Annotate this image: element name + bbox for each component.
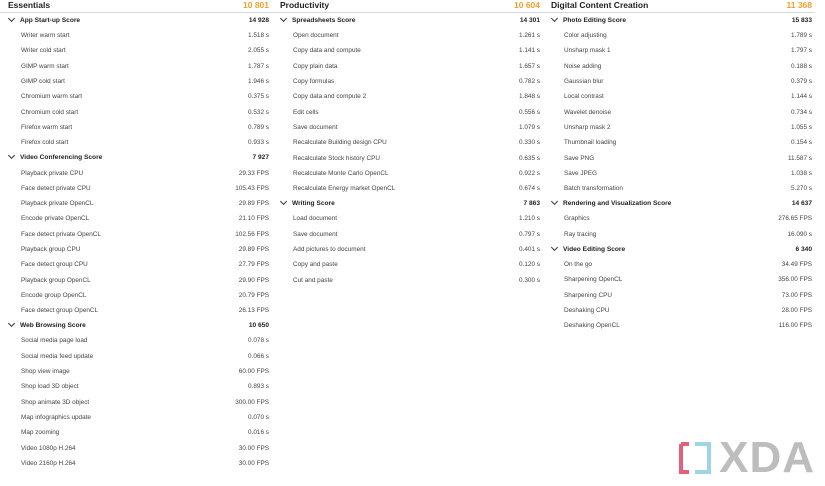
result-row: [0, 440, 272, 455]
group-header-label-wrap: [552, 17, 626, 24]
chevron-down-icon: [280, 198, 287, 205]
result-row: [543, 303, 815, 318]
result-value: 1.657 s: [519, 62, 540, 70]
result-row: [0, 181, 272, 196]
group-score: 7 927: [252, 154, 269, 162]
group-header-photo-editing-score[interactable]: [543, 13, 815, 28]
result-label: Deshaking OpenCL: [564, 322, 620, 330]
group-score: 14 301: [519, 17, 540, 24]
group-header-writing-score[interactable]: [272, 196, 543, 211]
result-row: [272, 242, 543, 257]
result-value: 276.65 FPS: [778, 215, 812, 223]
result-value: 0.379 s: [791, 78, 812, 86]
result-label: Wavelet denoise: [564, 108, 612, 116]
result-row: [0, 303, 272, 318]
result-label: Copy and paste: [293, 261, 338, 269]
group-header-label-wrap: [552, 200, 671, 207]
column-header: [543, 0, 815, 13]
result-row: [543, 287, 815, 302]
result-row: [0, 89, 272, 104]
result-label: Save document: [293, 230, 338, 238]
result-label: Shop view image: [21, 368, 70, 376]
result-value: 2.055 s: [248, 47, 269, 55]
group-title: App Start-up Score: [20, 17, 81, 24]
result-row: [272, 28, 543, 43]
result-value: 21.10 FPS: [238, 215, 269, 223]
result-value: 0.375 s: [248, 93, 269, 101]
column-total-score: 10 801: [243, 0, 269, 10]
result-label: Recalculate Stock history CPU: [293, 154, 381, 162]
result-value: 1.144 s: [791, 93, 812, 101]
result-label: Playback private CPU: [21, 169, 84, 177]
column-total-score: 10 604: [514, 0, 540, 10]
result-label: Copy data and compute: [293, 47, 361, 55]
result-row: [272, 120, 543, 135]
result-label: Copy data and compute 2: [293, 93, 367, 101]
result-value: 34.49 FPS: [781, 261, 812, 268]
result-value: 29.90 FPS: [238, 276, 269, 284]
result-row: [0, 349, 272, 364]
result-value: 0.070 s: [248, 413, 269, 421]
result-value: 0.922 s: [519, 169, 540, 177]
result-row: [0, 288, 272, 303]
column-header: [0, 0, 272, 13]
result-row: [543, 166, 815, 181]
group-score: 15 833: [791, 17, 812, 24]
result-label: Chromium cold start: [21, 108, 79, 116]
result-value: 29.33 FPS: [238, 169, 269, 177]
column-header: [272, 0, 543, 13]
column-total-score: 11 368: [786, 0, 812, 10]
result-label: Save JPEG: [564, 169, 598, 177]
result-row: [272, 227, 543, 242]
group-title: Writing Score: [292, 200, 335, 208]
chevron-down-icon: [8, 320, 15, 327]
result-value: 1.261 s: [519, 32, 540, 40]
result-label: Edit cells: [293, 108, 319, 116]
group-header-label-wrap: [9, 154, 102, 161]
result-label: Load document: [293, 215, 338, 223]
result-label: Shop animate 3D object: [21, 398, 90, 406]
result-label: Shop load 3D object: [21, 383, 79, 391]
group-score: 6 340: [795, 245, 812, 253]
result-row: [272, 150, 543, 165]
result-label: Gaussian blur: [564, 78, 604, 86]
group-header-web-browsing-score[interactable]: [0, 318, 272, 333]
result-value: 5.270 s: [791, 185, 812, 193]
result-value: 29.89 FPS: [238, 246, 269, 253]
result-value: 1.038 s: [791, 169, 812, 177]
result-value: 0.401 s: [519, 246, 540, 253]
result-label: Cut and paste: [293, 276, 333, 284]
group-header-label-wrap: [552, 246, 625, 253]
group-header-video-editing-score[interactable]: [543, 242, 815, 257]
result-row: [543, 211, 815, 226]
result-row: [272, 181, 543, 196]
result-label: GIMP warm start: [21, 62, 69, 70]
group-header-label-wrap: [281, 17, 355, 24]
group-header-video-conferencing-score[interactable]: [0, 150, 272, 165]
result-label: Recalculate Monte Carlo OpenCL: [293, 169, 389, 177]
result-row: [543, 150, 815, 165]
result-row: [543, 272, 815, 287]
result-label: Video 2160p H.264: [21, 459, 76, 467]
result-label: Save PNG: [564, 154, 595, 162]
result-value: 300.00 FPS: [235, 398, 269, 406]
result-label: Thumbnail loading: [564, 139, 617, 147]
chevron-down-icon: [551, 244, 558, 251]
column-digital-content-creation: [543, 0, 815, 333]
column-title: Essentials: [8, 0, 51, 10]
result-value: 28.00 FPS: [781, 306, 812, 314]
column-productivity: [272, 0, 543, 288]
result-label: Ray tracing: [564, 230, 597, 238]
result-label: Face detect private OpenCL: [21, 230, 101, 238]
result-label: GIMP cold start: [21, 78, 65, 86]
result-row: [272, 59, 543, 74]
result-label: Graphics: [564, 215, 590, 223]
result-label: Social media feed update: [21, 352, 94, 360]
result-value: 1.797 s: [791, 47, 812, 55]
result-row: [0, 196, 272, 211]
result-row: [0, 120, 272, 135]
result-value: 1.079 s: [519, 123, 540, 131]
group-title: Photo Editing Score: [563, 17, 627, 24]
result-value: 0.078 s: [248, 337, 269, 345]
result-row: [0, 28, 272, 43]
result-label: Face detect private CPU: [21, 184, 91, 192]
result-row: [0, 410, 272, 425]
watermark-text: XDA: [719, 433, 815, 482]
result-value: 0.300 s: [519, 276, 540, 284]
result-label: Playback private OpenCL: [21, 200, 94, 208]
result-label: Deshaking CPU: [564, 306, 610, 314]
result-row: [543, 181, 815, 196]
group-header-app-start-up-score[interactable]: [0, 13, 272, 28]
result-row: [0, 395, 272, 410]
result-row: [0, 211, 272, 226]
result-row: [0, 379, 272, 394]
chevron-down-icon: [8, 15, 15, 22]
result-row: [543, 120, 815, 135]
result-row: [0, 257, 272, 272]
result-value: 0.674 s: [519, 185, 540, 193]
result-row: [543, 257, 815, 272]
group-score: 7 863: [523, 200, 540, 208]
result-row: [0, 242, 272, 257]
result-label: Map zooming: [21, 429, 60, 437]
result-value: 102.56 FPS: [235, 230, 269, 238]
result-row: [272, 211, 543, 226]
result-value: 16.090 s: [787, 230, 812, 238]
result-row: [0, 456, 272, 471]
result-label: Add pictures to document: [293, 246, 366, 253]
group-title: Video Editing Score: [563, 245, 626, 253]
xda-watermark: [677, 433, 815, 482]
result-row: [543, 74, 815, 89]
result-value: 1.789 s: [791, 32, 812, 40]
result-label: Sharpening OpenCL: [564, 276, 623, 284]
result-label: Recalculate Building design CPU: [293, 139, 387, 147]
result-value: 0.016 s: [248, 429, 269, 437]
group-title: Rendering and Visualization Score: [563, 200, 672, 208]
result-label: Face detect group CPU: [21, 261, 88, 269]
chevron-down-icon: [551, 15, 558, 22]
result-row: [543, 135, 815, 150]
result-label: Local contrast: [564, 93, 604, 101]
chevron-down-icon: [8, 152, 15, 159]
group-score: 10 650: [248, 322, 269, 330]
result-row: [272, 43, 543, 58]
result-row: [272, 272, 543, 287]
result-label: Color adjusting: [564, 32, 607, 40]
chevron-down-icon: [551, 198, 558, 205]
result-label: Open document: [293, 32, 339, 40]
result-label: Recalculate Energy market OpenCL: [293, 185, 396, 193]
result-value: 20.79 FPS: [238, 291, 269, 299]
result-value: 1.946 s: [248, 78, 269, 86]
result-row: [543, 43, 815, 58]
result-label: Map infographics update: [21, 413, 91, 421]
result-label: Unsharp mask 2: [564, 123, 611, 131]
result-row: [543, 28, 815, 43]
result-label: Batch transformation: [564, 185, 623, 193]
result-label: On the go: [564, 261, 593, 268]
result-label: Video 1080p H.264: [21, 444, 76, 452]
result-label: Social media page load: [21, 337, 88, 345]
group-header-rendering-and-visualization-score[interactable]: [543, 196, 815, 211]
result-value: 0.556 s: [519, 108, 540, 116]
column-title: Digital Content Creation: [551, 0, 649, 10]
group-title: Web Browsing Score: [20, 322, 86, 330]
result-row: [0, 165, 272, 180]
result-label: Writer warm start: [21, 32, 70, 40]
result-row: [0, 364, 272, 379]
result-value: 1.210 s: [519, 215, 540, 223]
result-value: 0.154 s: [791, 139, 812, 147]
result-value: 0.330 s: [519, 139, 540, 147]
result-row: [0, 59, 272, 74]
result-value: 29.89 FPS: [238, 200, 269, 208]
result-value: 26.13 FPS: [238, 307, 269, 315]
result-value: 0.797 s: [519, 230, 540, 238]
result-value: 30.00 FPS: [238, 459, 269, 467]
result-label: Copy plain data: [293, 62, 338, 70]
result-row: [0, 333, 272, 348]
result-row: [272, 104, 543, 119]
result-value: 0.120 s: [519, 261, 540, 269]
result-value: 73.00 FPS: [781, 291, 812, 299]
group-header-label-wrap: [9, 17, 80, 24]
result-value: 0.635 s: [519, 154, 540, 162]
result-label: Playback group OpenCL: [21, 276, 91, 284]
result-row: [543, 227, 815, 242]
result-value: 356.00 FPS: [778, 276, 812, 284]
result-row: [272, 74, 543, 89]
result-row: [272, 89, 543, 104]
column-title: Productivity: [280, 0, 330, 10]
group-title: Spreadsheets Score: [292, 17, 356, 24]
result-label: Encode private OpenCL: [21, 215, 90, 223]
result-value: 1.055 s: [791, 123, 812, 131]
result-label: Firefox cold start: [21, 139, 69, 147]
result-value: 1.141 s: [519, 47, 540, 55]
result-row: [0, 135, 272, 150]
result-label: Writer cold start: [21, 47, 66, 55]
result-value: 11.587 s: [787, 154, 812, 162]
result-value: 1.787 s: [248, 62, 269, 70]
result-label: Encode group OpenCL: [21, 291, 87, 299]
result-row: [543, 59, 815, 74]
result-row: [0, 43, 272, 58]
column-essentials: [0, 0, 272, 471]
result-row: [0, 272, 272, 287]
result-row: [543, 89, 815, 104]
result-label: Noise adding: [564, 62, 602, 70]
chevron-down-icon: [280, 15, 287, 22]
result-row: [543, 318, 815, 333]
result-label: Face detect group OpenCL: [21, 307, 99, 315]
result-value: 0.066 s: [248, 352, 269, 360]
result-value: 105.43 FPS: [235, 184, 269, 192]
result-row: [0, 425, 272, 440]
result-row: [272, 166, 543, 181]
group-title: Video Conferencing Score: [20, 154, 103, 162]
result-value: 0.532 s: [248, 108, 269, 116]
result-value: 0.893 s: [248, 383, 269, 391]
result-value: 27.79 FPS: [238, 261, 269, 269]
group-score: 14 637: [791, 200, 812, 208]
result-row: [0, 227, 272, 242]
result-label: Firefox warm start: [21, 123, 73, 131]
result-value: 0.734 s: [791, 108, 812, 116]
result-row: [272, 257, 543, 272]
group-header-label-wrap: [281, 200, 335, 207]
result-value: 0.782 s: [519, 78, 540, 86]
xda-logo-icon: [677, 438, 713, 478]
result-value: 116.00 FPS: [778, 322, 812, 330]
result-value: 0.933 s: [248, 139, 269, 147]
result-row: [543, 104, 815, 119]
result-row: [272, 135, 543, 150]
result-value: 1.848 s: [519, 93, 540, 101]
result-label: Playback group CPU: [21, 246, 81, 253]
group-header-spreadsheets-score[interactable]: [272, 13, 543, 28]
group-header-label-wrap: [9, 322, 86, 329]
result-value: 60.00 FPS: [238, 368, 269, 376]
result-row: [0, 104, 272, 119]
result-value: 1.518 s: [248, 32, 269, 40]
group-score: 14 928: [248, 17, 269, 24]
result-value: 30.00 FPS: [238, 444, 269, 452]
result-row: [0, 74, 272, 89]
result-label: Unsharp mask 1: [564, 47, 611, 55]
result-label: Copy formulas: [293, 78, 335, 86]
result-label: Chromium warm start: [21, 93, 83, 101]
result-value: 0.188 s: [791, 62, 812, 70]
result-label: Save document: [293, 123, 338, 131]
result-value: 0.789 s: [248, 123, 269, 131]
result-label: Sharpening CPU: [564, 291, 612, 299]
